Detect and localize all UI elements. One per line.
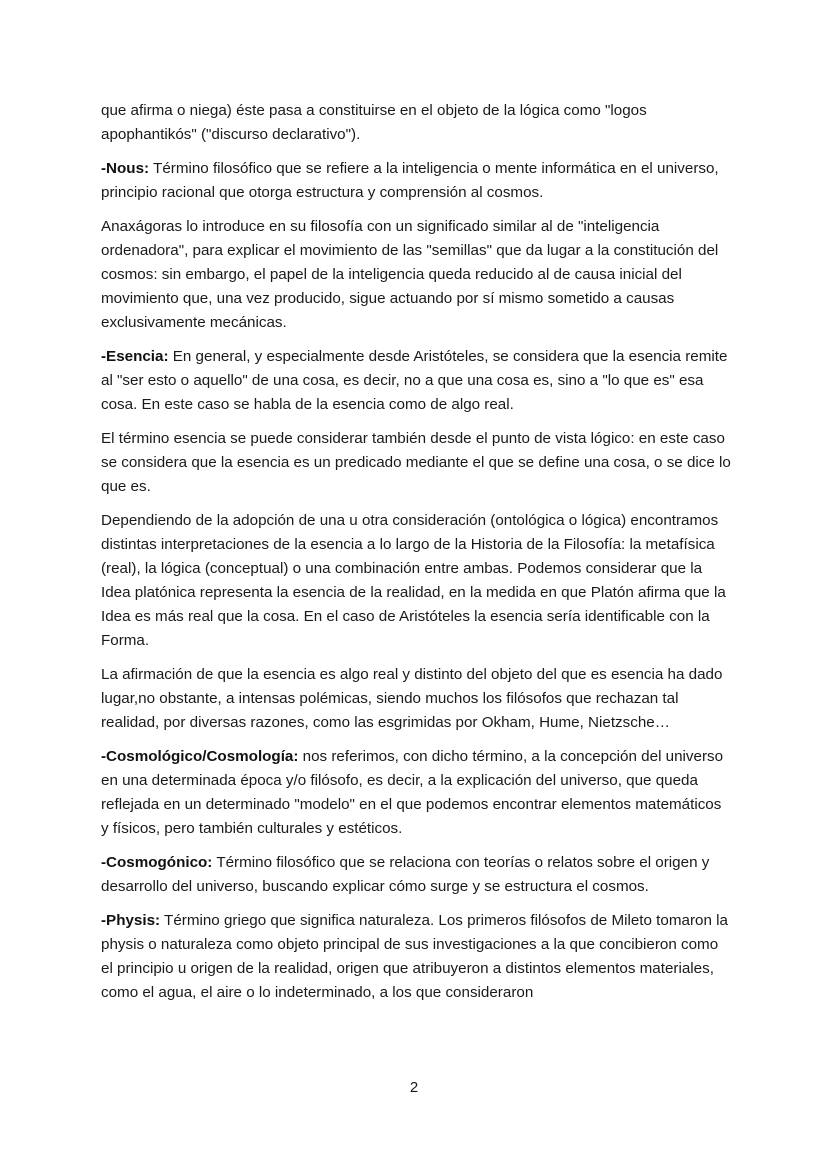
page-number: 2 [409, 1079, 419, 1096]
paragraph-cosmologia [101, 745, 731, 841]
paragraph-text: Dependiendo de la adopción de una u otra consideración (ontológica o lógica) encontramos distintas interpretaciones de la esencia a lo largo de la Historia de la Filosofía: la metafísica (real), la lógica (conceptual) o una combinación entre ambas. Podemos considerar que la Idea platónica representa la esencia de la realidad, en la medida en que Platón afirma que la Idea es más real que la cosa. En el caso de Aristóteles la esencia sería identificable con la Forma. [101, 512, 726, 649]
paragraph-term: -Cosmológico/Cosmología: [101, 747, 299, 765]
paragraph-physis [101, 909, 731, 1005]
paragraph-text: Término filosófico que se refiere a la inteligencia o mente informática en el universo, principio racional que otorga estructura y comprensión al cosmos. [101, 160, 719, 202]
paragraph-text: En general, y especialmente desde Aristóteles, se considera que la esencia remite al "ser esto o aquello" de una cosa, es decir, no a que una cosa es, sino a "lo que es" esa cosa. En este caso se habla de la esencia como de algo real. [101, 348, 728, 413]
paragraph-text: nos referimos, con dicho término, a la concepción del universo en una determinada época y/o filósofo, es decir, a la explicación del universo, que queda reflejada en un determinado "modelo" en el que podemos encontrar elementos matemáticos y físicos, pero también culturales y estéticos. [101, 747, 724, 837]
paragraph-text: La afirmación de que la esencia es algo real y distinto del objeto del que es esencia ha dado lugar,no obstante, a intensas polémicas, siendo muchos los filósofos que rechazan tal realidad, por diversas razones, como las esgrimidas por Okham, Hume, Nietzsche… [101, 665, 723, 731]
paragraph-nous [101, 157, 731, 205]
paragraph-logos-continuation [101, 99, 731, 147]
paragraph-text: que afirma o niega) éste pasa a constituirse en el objeto de la lógica como "logos apophantikós" ("discurso declarativo"). [101, 102, 647, 143]
paragraph-text: Término filosófico que se relaciona con teorías o relatos sobre el origen y desarrollo del universo, buscando explicar cómo surge y se estructura el cosmos. [101, 853, 710, 895]
paragraph-term: -Physis: [101, 911, 161, 929]
document-body [101, 99, 731, 1015]
paragraph-anaxagoras [101, 215, 731, 335]
paragraph-text: El término esencia se puede considerar también desde el punto de vista lógico: en este caso se considera que la esencia es un predicado mediante el que se define una cosa, o se dice lo que es. [101, 430, 731, 495]
paragraph-esencia-interpretaciones [101, 509, 731, 652]
paragraph-text: Anaxágoras lo introduce en su filosofía con un significado similar al de "inteligencia ordenadora", para explicar el movimiento de las "semillas" que da lugar a la constitución del cosmos: sin embargo, el papel de la inteligencia queda reducido al de causa inicial del movimiento que, una vez producido, sigue actuando por sí mismo sometido a causas exclusivamente mecánicas. [101, 218, 719, 331]
paragraph-term: -Esencia: [101, 348, 169, 366]
paragraph-text: Término griego que significa naturaleza. Los primeros filósofos de Mileto tomaron la physis o naturaleza como objeto principal de sus investigaciones a la que concibieron como el principio u origen de la realidad, origen que atribuyeron a distintos elementos materiales, como el agua, el aire o lo indeterminado, a los que consideraron [101, 911, 728, 1001]
paragraph-esencia-polemicas [101, 663, 731, 735]
paragraph-term: -Nous: [101, 160, 150, 178]
paragraph-cosmogonico [101, 851, 731, 899]
paragraph-term: -Cosmogónico: [101, 853, 213, 871]
paragraph-esencia [101, 345, 731, 417]
paragraph-esencia-logica [101, 427, 731, 499]
